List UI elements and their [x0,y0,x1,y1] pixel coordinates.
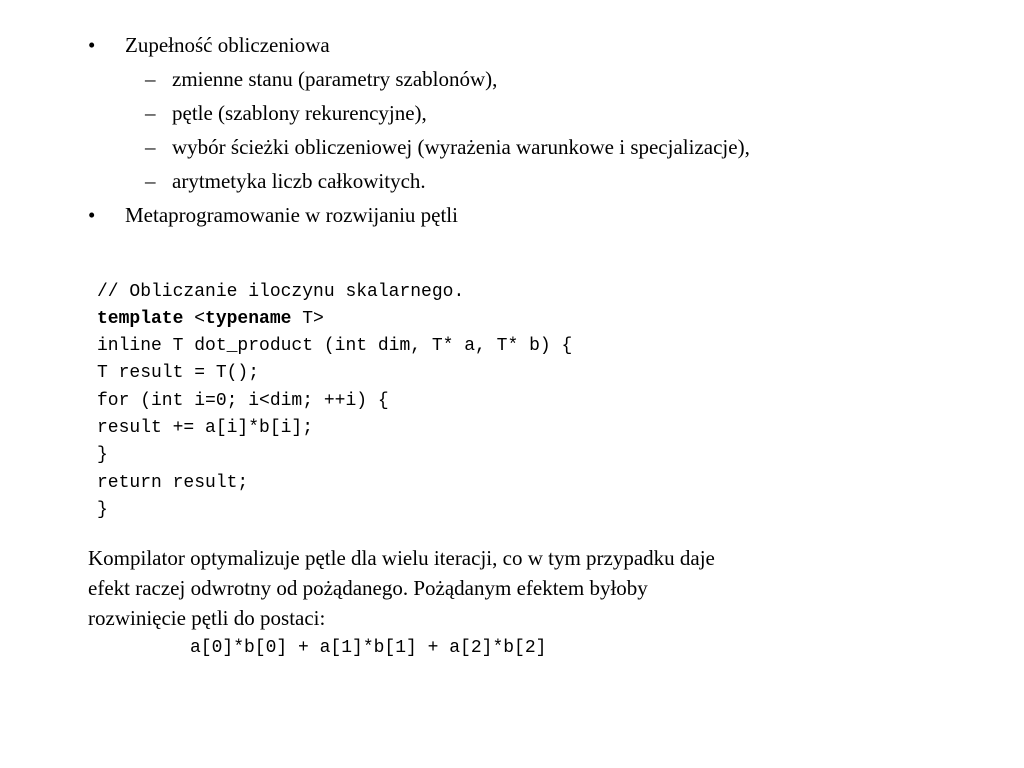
dash-marker: – [145,101,156,125]
code-line: } [97,500,108,520]
code-angle-open: < [183,309,206,329]
code-line: return result; [97,473,249,493]
bullet-text: Metaprogramowanie w rozwijaniu pętli [125,203,458,227]
code-line: result += a[i]*b[i]; [97,418,314,438]
sub-bullet-text: pętle (szablony rekurencyjne), [172,101,427,125]
code-line: inline T dot_product (int dim, T* a, T* b) { [97,336,573,356]
keyword-typename: typename [205,309,292,329]
code-line: for (int i=0; i<dim; ++i) { [97,391,389,411]
dash-marker: – [145,135,156,159]
paragraph-line: rozwinięcie pętli do postaci: [88,606,326,630]
sub-bullet-text: arytmetyka liczb całkowitych. [172,169,426,193]
bullet-text: Zupełność obliczeniowa [125,33,330,57]
code-line-template [97,306,324,333]
paragraph-line: Kompilator optymalizuje pętle dla wielu iteracji, co w tym przypadku daje [88,546,715,570]
code-type-param: T> [291,309,324,329]
dash-marker: – [145,169,156,193]
code-line: T result = T(); [97,363,260,383]
keyword-template: template [97,309,184,329]
bullet-marker: • [88,203,96,227]
explanation-paragraph [88,543,888,633]
unrolled-expression: a[0]*b[0] + a[1]*b[1] + a[2]*b[2] [190,638,547,658]
sub-bullet-text: zmienne stanu (parametry szablonów), [172,67,498,91]
dash-marker: – [145,67,156,91]
code-line: } [97,445,108,465]
sub-bullet-text: wybór ścieżki obliczeniowej (wyrażenia warunkowe i specjalizacje), [172,135,750,159]
paragraph-line: efekt raczej odwrotny od pożądanego. Pożądanym efektem byłoby [88,576,648,600]
bullet-marker: • [88,33,96,57]
code-comment: // Obliczanie iloczynu skalarnego. [97,282,465,302]
